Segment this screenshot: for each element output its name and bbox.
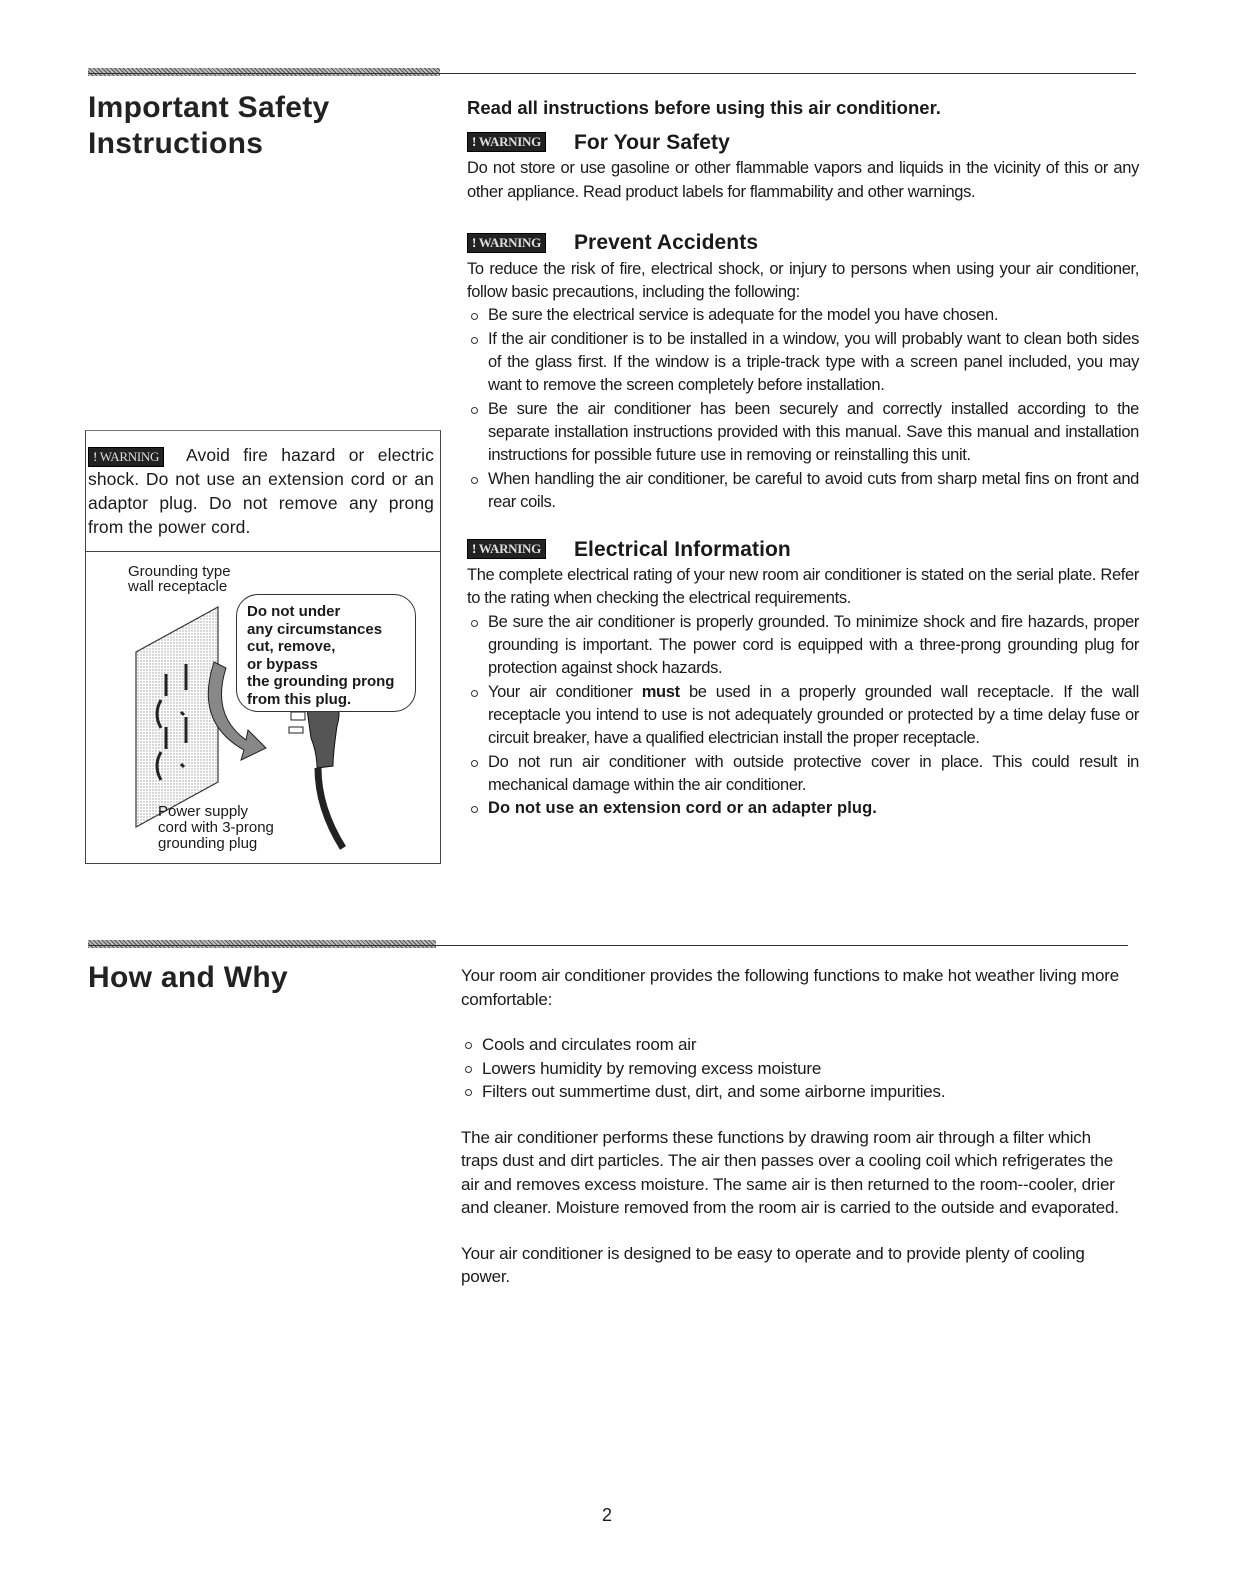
cord-label <box>158 804 274 852</box>
section-bar <box>88 940 436 948</box>
list-item: Filters out summertime dust, dirt, and some airborne impurities. <box>461 1080 1131 1104</box>
warning-triangle-icon: ! <box>472 541 477 557</box>
warning-badge <box>88 447 164 467</box>
safety-content <box>467 96 1139 820</box>
label-line: wall receptacle <box>128 578 228 595</box>
section-title-safety: Important Safety Instructions <box>88 91 330 160</box>
warning-triangle-icon: ! <box>472 134 477 150</box>
warning-badge <box>467 132 546 152</box>
warning-label: WARNING <box>99 449 160 464</box>
bubble-line: any circumstances <box>247 620 383 638</box>
warning-badge <box>467 233 546 253</box>
list-item <box>467 681 1139 751</box>
intro-text: Your room air conditioner provides the following functions to make hot weather living more comfortable: <box>461 966 1119 1009</box>
heading-prevent-accidents <box>467 228 1139 258</box>
page-number: 2 <box>602 1505 613 1525</box>
design-text: Your air conditioner is designed to be easy to operate and to provide plenty of cooling power. <box>461 1243 1085 1286</box>
warning-bubble <box>236 594 416 712</box>
section-rule <box>88 945 1128 946</box>
how-and-why-content <box>461 964 1131 1289</box>
for-your-safety-text: Do not store or use gasoline or other flammable vapors and liquids in the vicinity of this or any other appliance. Read product labels for flammability and other warnings. <box>467 159 1139 201</box>
warning-label: WARNING <box>478 541 541 557</box>
warning-label: WARNING <box>478 134 541 150</box>
emphasis: must <box>641 682 680 701</box>
heading-text: Electrical Information <box>573 537 791 561</box>
label-line: grounding plug <box>158 835 258 852</box>
heading-text: Prevent Accidents <box>573 231 759 255</box>
bubble-line: cut, remove, <box>247 638 336 655</box>
warning-triangle-icon: ! <box>93 449 98 464</box>
label-line: cord with 3-prong <box>158 819 274 836</box>
bubble-line: the grounding prong <box>247 673 395 690</box>
operation-text: The air conditioner performs these functions by drawing room air through a filter which traps dust and dirt particles. The air then passes over a cooling coil which refrigerates the air and removes excess moisture. The same air is then returned to the room--cooler, drier and cleaner. Moisture removed from the room air is carried to the outside and evaporated. <box>461 1127 1119 1217</box>
prevent-accidents-list <box>467 304 1139 514</box>
section-title-how-and-why: How and Why <box>88 961 288 994</box>
text: Your air conditioner <box>488 682 642 701</box>
bubble-line: from this plug. <box>247 690 352 708</box>
heading-for-your-safety <box>467 127 1139 157</box>
heading-text: For Your Safety <box>573 130 730 154</box>
list-item-extension-cord: Do not use an extension cord or an adapter plug. <box>467 797 1139 820</box>
grounding-figure <box>86 552 440 862</box>
label-line: Grounding type <box>128 563 231 580</box>
functions-list <box>461 1033 1131 1104</box>
warning-label: WARNING <box>478 234 541 250</box>
bubble-line: Do not under <box>247 603 341 620</box>
text: be used in a properly grounded wall receptacle. If the wall receptacle you intend to use is not adequately grounded or protected by a time delay fuse or circuit breaker, have a qualified electrician install the proper receptacle. <box>488 682 1139 748</box>
warning-box-text <box>86 431 440 552</box>
list-item: When handling the air conditioner, be careful to avoid cuts from sharp metal fins on front and rear coils. <box>467 468 1139 515</box>
list-item: Do not run air conditioner with outside protective cover in place. This could result in mechanical damage within the air conditioner. <box>467 751 1139 798</box>
bubble-line: or bypass <box>247 655 318 673</box>
label-line: Power supply <box>158 803 249 820</box>
list-item: If the air conditioner is to be installed in a window, you will probably want to clean both sides of the glass first. If the window is a triple-track type with a screen panel included, you may want to remove the screen completely before installation. <box>467 328 1139 398</box>
wall-plate <box>136 607 218 827</box>
list-item: Lowers humidity by removing excess moisture <box>461 1057 1131 1081</box>
list-item: Cools and circulates room air <box>461 1033 1131 1057</box>
list-item: Be sure the electrical service is adequate for the model you have chosen. <box>467 304 1139 327</box>
warning-box <box>85 430 441 864</box>
electrical-text: The complete electrical rating of your new room air conditioner is stated on the serial plate. Refer to the rating when checking the electrical requirements. <box>467 566 1139 608</box>
list-item: Be sure the air conditioner has been securely and correctly installed according to the separate installation instructions provided with this manual. Save this manual and installation instructions for possible future use in removing or reinstalling this unit. <box>467 398 1139 468</box>
electrical-list <box>467 611 1139 821</box>
plug <box>289 696 343 848</box>
list-item: Be sure the air conditioner is properly grounded. To minimize shock and fire hazards, proper grounding is important. The power cord is equipped with a three-prong grounding plug for protection against shock hazards. <box>467 611 1139 681</box>
warning-text: Avoid fire hazard or electric shock. Do not use an extension cord or an adaptor plug. Do not remove any prong from the power cord. <box>88 445 434 537</box>
lead-instruction: Read all instructions before using this air conditioner. <box>467 97 941 118</box>
warning-badge <box>467 539 546 559</box>
section-bar <box>88 68 440 76</box>
prevent-accidents-text: To reduce the risk of fire, electrical shock, or injury to persons when using your air conditioner, follow basic precautions, including the following: <box>467 259 1139 302</box>
warning-triangle-icon: ! <box>472 234 477 250</box>
section-rule <box>88 73 1136 74</box>
heading-electrical-information <box>467 534 1139 564</box>
